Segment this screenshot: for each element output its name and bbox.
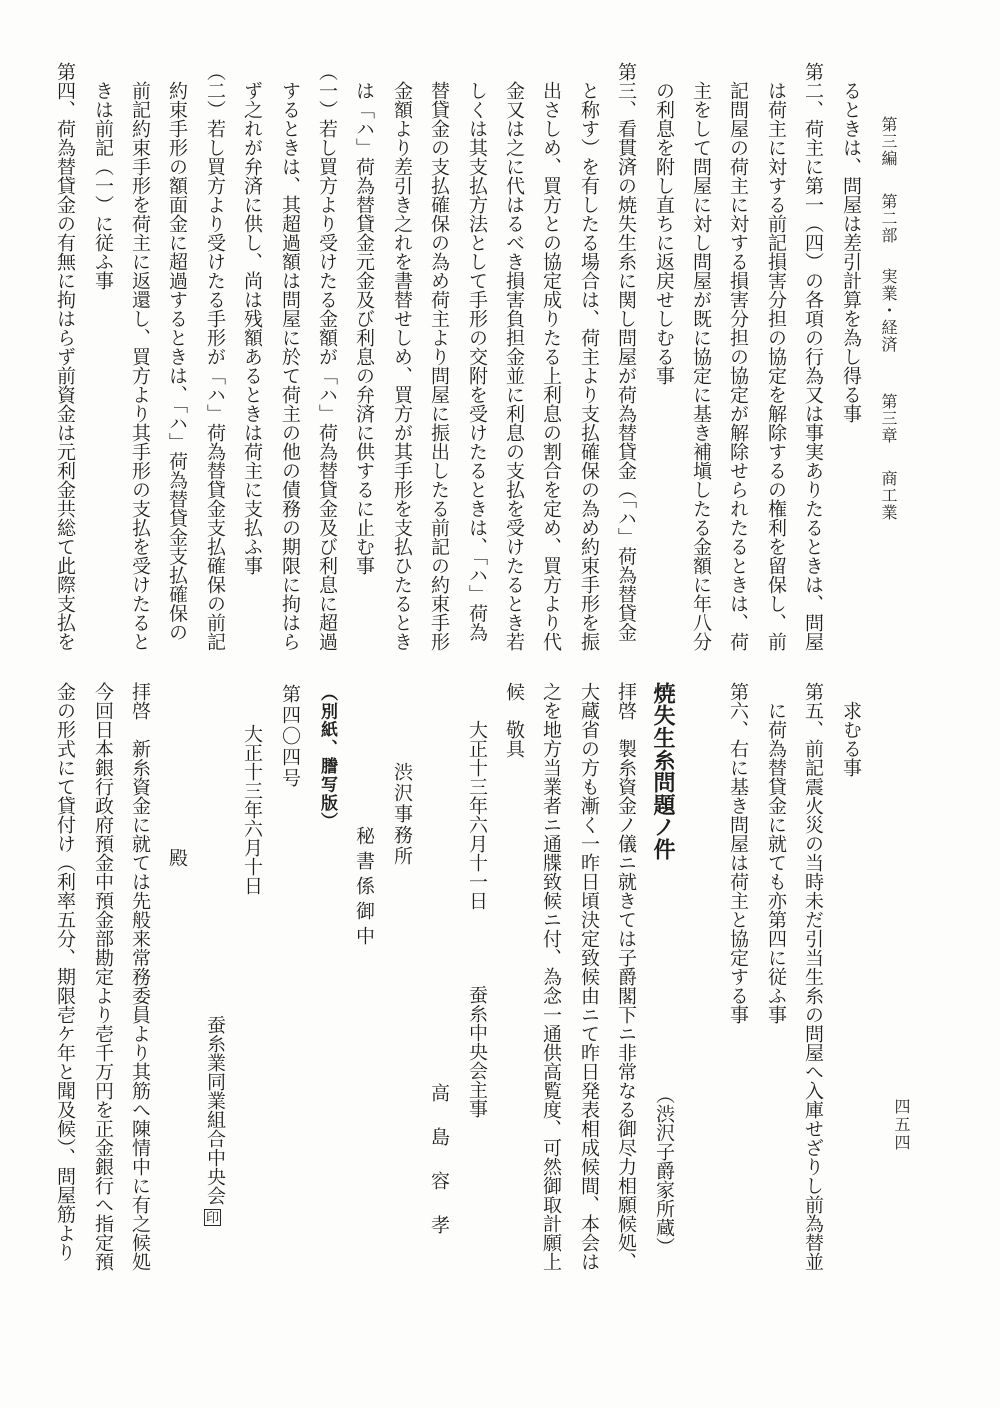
body-text-line: は「ハ」荷為替貸金元金及び利息の弁済に供するに止む事 xyxy=(353,81,375,575)
body-text-line: 主をして問屋に対し問屋が既に協定に基き補塡したる金額に年八分 xyxy=(690,81,712,651)
enclosure-date: 大正十三年六月十日 xyxy=(241,724,263,895)
body-text-line: 出さしめ、買方との協定成りたる上利息の割合を定め、買方より代 xyxy=(540,81,562,651)
header-part-chapter: 第三章 xyxy=(879,393,898,444)
header-part-topic: 実業・経済 xyxy=(879,268,898,353)
continuation-line: 第六、右に基き問屋は荷主と協定する事 xyxy=(727,682,749,1024)
letter-date: 大正十三年六月十一日 xyxy=(466,720,488,910)
body-text-line: 第三、看貫済の焼失生糸に関し問屋が荷為替貸金（「ハ」荷為替貸金 xyxy=(615,62,637,642)
body-text-line: 記問屋の荷主に対する損害分担の協定が解除せられたるときは、荷 xyxy=(727,81,749,651)
addressee-honorific: 殿 xyxy=(166,848,188,867)
continuation-line: 求むる事 xyxy=(840,701,862,777)
body-text-line: 前記約束手形を荷主に返還し、買方より其手形の支払を受けたると xyxy=(129,81,151,651)
body-text-line: しくは其支払方法として手形の交附を受けたるときは、「ハ」荷為 xyxy=(466,81,488,642)
body-text-line: 第四、荷為替貸金の有無に拘はらず前資金は元利金共総て此際支払を xyxy=(54,62,76,651)
header-part-section: 第二部 xyxy=(879,193,898,244)
body-text-line: ず之れが弁済に供し、尚は残額あるときは荷主に支払ふ事 xyxy=(241,81,263,575)
body-text-line: は荷主に対する前記損害分担の協定を解除するの権利を留保し、前 xyxy=(765,81,787,651)
enclosure-body-line: 金の形式にて貸付け（利率五分、期限壱ケ年と聞及候）、問屋筋より xyxy=(54,682,76,1262)
header-part-subject: 商工業 xyxy=(879,470,898,521)
body-text-line: （二）若し買方より受けたる手形が「ハ」荷為替貸金支払確保の前記 xyxy=(204,62,226,651)
body-text-line: 第二、荷主に第一（四）の各項の行為又は事実ありたるときは、問屋 xyxy=(802,62,824,651)
page-number: 四五四 xyxy=(892,1098,911,1152)
enclosure-note: （別紙、謄写版） xyxy=(317,684,337,831)
recipient-title: 秘書係御中 xyxy=(353,826,375,951)
letter-line: 候 敬具 xyxy=(503,682,525,758)
continuation-line: 第五、前記震火災の当時未だ引当生糸の問屋へ入庫せざりし前為替並 xyxy=(802,682,824,1271)
body-text-line: るときは、問屋は差引計算を為し得る事 xyxy=(840,81,862,423)
enclosure-body-line: 拝啓 新糸資金に就ては先般来常務委員より其筋へ陳情中に有之候処 xyxy=(129,682,151,1271)
body-text-line: 約束手形の額面金に超過するときは、「ハ」荷為替貸金支払確保の xyxy=(166,81,188,642)
issuer-name: 蚕糸業同業組合中央会 xyxy=(204,1015,226,1205)
continuation-line: に荷為替貸金に就ても亦第四に従ふ事 xyxy=(765,701,787,1024)
body-text-line: と称す）を有したる場合は、荷主より支払確保の為め約束手形を振 xyxy=(578,81,600,651)
sender-name: 高 島 容 孝 xyxy=(428,1083,450,1237)
body-text-line: の利息を附し直ちに返戻せしむる事 xyxy=(653,81,675,385)
letter-line: 大蔵省の方も漸く一昨日頃決定致候由ニて昨日発表相成候間、本会は xyxy=(578,682,600,1271)
letter-line: 之を地方当業者ニ通牒致候ニ付、為念一通供高覧度、可然御取計願上 xyxy=(540,682,562,1271)
document-title: 焼失生糸問題ノ件 xyxy=(650,682,676,861)
document-number: 第四〇四号 xyxy=(279,684,301,789)
enclosure-body-line: 今回日本銀行政府預金中預金部勘定より壱千万円を正金銀行へ指定預 xyxy=(92,682,114,1271)
source-note: （渋沢子爵家所蔵） xyxy=(653,1085,675,1256)
body-text-line: 金額より差引き之れを書替せしめ、買方が其手形を支払ひたるとき xyxy=(391,81,413,651)
body-text-line: するときは、其超過額は問屋に於て荷主の他の債務の期限に拘はら xyxy=(279,81,301,651)
letter-line: 拝啓 製糸資金ノ儀ニ就きては子爵閣下ニ非常なる御尽力相願候処、 xyxy=(615,682,637,1271)
recipient-office: 渋沢事務所 xyxy=(391,762,413,867)
body-text-line: 金又は之に代はるべき損害負担金並に利息の支払を受けたるとき若 xyxy=(503,81,525,651)
seal-stamp: 印 xyxy=(205,1211,219,1226)
body-text-line: きは前記（一）に従ふ事 xyxy=(92,81,114,290)
body-text-line: 替貸金の支払確保の為め荷主より問屋に振出したる前記の約束手形 xyxy=(428,81,450,651)
sender-title: 蚕糸中央会主事 xyxy=(466,985,488,1118)
body-text-line: （一）若し買方より受けたる金額が「ハ」荷為替貸金及び利息に超過 xyxy=(316,62,338,651)
header-part-title: 第三編 xyxy=(879,116,898,167)
